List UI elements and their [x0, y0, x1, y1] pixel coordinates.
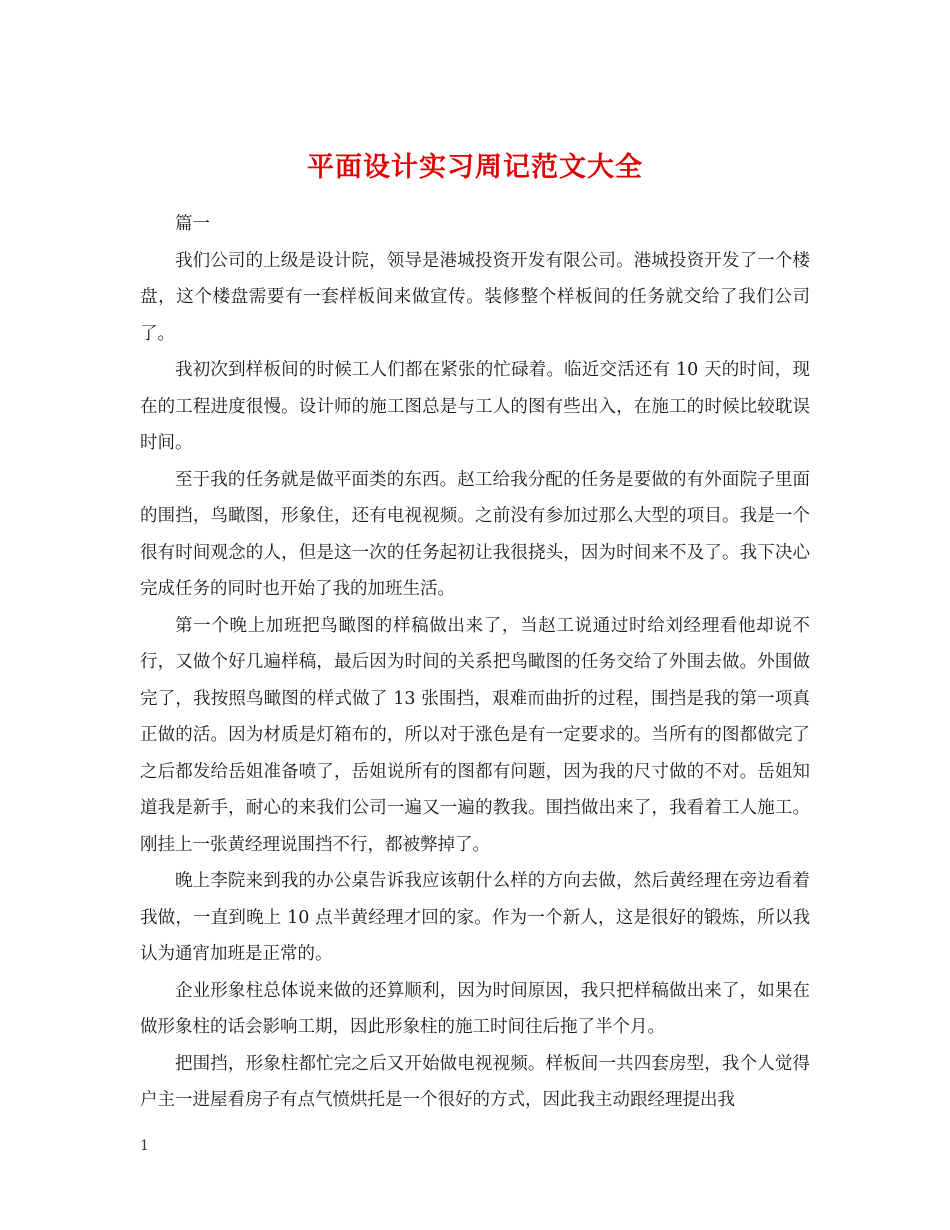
paragraph: 企业形象柱总体说来做的还算顺利，因为时间原因，我只把样稿做出来了，如果在做形象柱的话会影响工期，因此形象柱的施工时间往后拖了半个月。 [140, 980, 810, 1037]
document-title: 平面设计实习周记范文大全 [307, 152, 643, 184]
paragraph: 至于我的任务就是做平面类的东西。赵工给我分配的任务是要做的有外面院子里面的围挡，鸟瞰图，形象住，还有电视视频。之前没有参加过那么大型的项目。我是一个很有时间观念的人，但是这一次的任务起初让我很挠头，因为时间来不及了。我下决心完成任务的同时也开始了我的加班生活。 [140, 469, 810, 599]
paragraph: 我们公司的上级是设计院，领导是港城投资开发有限公司。港城投资开发了一个楼盘，这个楼盘需要有一套样板间来做宣传。装修整个样板间的任务就交给了我们公司了。 [140, 250, 810, 344]
page-number: 1 [140, 1138, 149, 1154]
paragraph: 把围挡，形象柱都忙完之后又开始做电视视频。样板间一共四套房型，我个人觉得户主一进屋看房子有点气愤烘托是一个很好的方式，因此我主动跟经理提出我 [140, 1053, 810, 1110]
paragraph: 第一个晚上加班把鸟瞰图的样稿做出来了，当赵工说通过时给刘经理看他却说不行，又做个好几遍样稿，最后因为时间的关系把鸟瞰图的任务交给了外围去做。外围做完了，我按照鸟瞰图的样式做了 13 张围挡，艰难而曲折的过程，围挡是我的第一项真正做的活。因为材质是灯箱布的，所以对于涨色是有一定要求的。当所有的图都做完了之后都发给岳姐准备喷了，岳姐说所有的图都有问题，因为我的尺寸做的不对。岳姐知道我是新手，耐心的来我们公司一遍又一遍的教我。围挡做出来了，我看着工人施工。刚挂上一张黄经理说围挡不行，都被弊掉了。 [140, 615, 810, 855]
paragraph: 我初次到样板间的时候工人们都在紧张的忙碌着。临近交活还有 10 天的时间，现在的工程进度很慢。设计师的施工图总是与工人的图有些出入，在施工的时候比较耽误时间。 [140, 360, 810, 453]
document-body [140, 206, 810, 1119]
paragraph: 晚上李院来到我的办公桌告诉我应该朝什么样的方向去做，然后黄经理在旁边看着我做，一直到晚上 10 点半黄经理才回的家。作为一个新人，这是很好的锻炼，所以我认为通宵加班是正常的。 [140, 871, 810, 964]
section-label: 篇一 [175, 214, 210, 234]
